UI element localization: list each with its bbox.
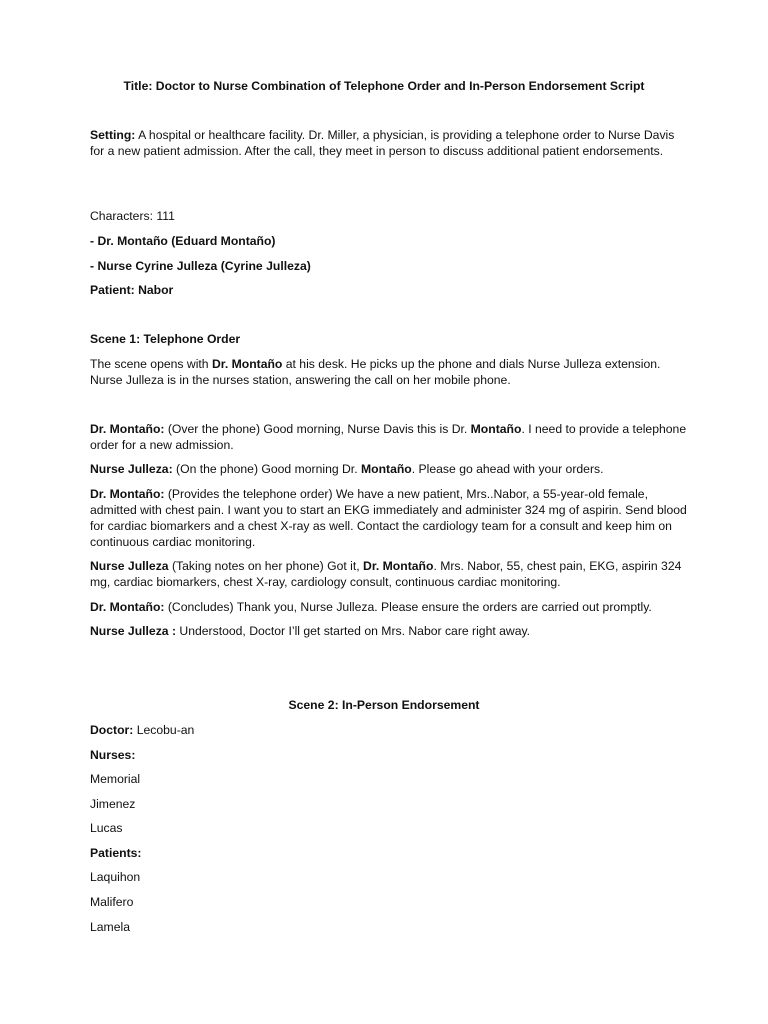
speaker-label: Dr. Montaño: xyxy=(90,600,165,614)
speaker-label: Dr. Montaño: xyxy=(90,487,165,501)
patient-item: Lamela xyxy=(90,920,130,934)
scene2-doctor: Doctor: Lecobu-an xyxy=(90,723,195,737)
speaker-label: Nurse Julleza: xyxy=(90,462,173,476)
nurse-item: Lucas xyxy=(90,821,123,835)
speaker-label: Nurse Julleza : xyxy=(90,624,177,638)
dialogue-line-1: Dr. Montaño: (Over the phone) Good morning, Nurse Davis this is Dr. Montaño. I need to provide a telephone order for a new admission. xyxy=(90,422,687,452)
dialogue-line-4: Nurse Julleza (Taking notes on her phone) Got it, Dr. Montaño. Mrs. Nabor, 55, chest pain, EKG, aspirin 324 mg, cardiac biomarkers, chest X-ray, cardiology consult, continuous cardiac monitoring. xyxy=(90,559,682,589)
scene2-patients-label: Patients: xyxy=(90,846,142,860)
speaker-label: Dr. Montaño: xyxy=(90,422,165,436)
scene1-heading: Scene 1: Telephone Order xyxy=(90,332,241,346)
dialogue-line-5: Dr. Montaño: (Concludes) Thank you, Nurse Julleza. Please ensure the orders are carried out promptly. xyxy=(90,600,652,614)
speaker-label: Nurse Julleza xyxy=(90,559,169,573)
setting-text: A hospital or healthcare facility. Dr. Miller, a physician, is providing a telephone order to Nurse Davis for a new patient admission. After the call, they meet in person to discuss additional patient endorsements. xyxy=(90,128,675,158)
nurse-item: Memorial xyxy=(90,772,141,786)
dialogue-line-6: Nurse Julleza : Understood, Doctor I’ll get started on Mrs. Nabor care right away. xyxy=(90,624,531,638)
dialogue-line-2: Nurse Julleza: (On the phone) Good morning Dr. Montaño. Please go ahead with your orders. xyxy=(90,462,604,476)
character-doctor: - Dr. Montaño (Eduard Montaño) xyxy=(90,234,276,248)
setting-label: Setting: xyxy=(90,128,136,142)
characters-heading: Characters: 111 xyxy=(90,209,175,223)
scene1-intro: The scene opens with Dr. Montaño at his desk. He picks up the phone and dials Nurse Julleza extension. Nurse Julleza is in the nurses station, answering the call on her mobile phone. xyxy=(90,357,661,387)
document-title: Title: Doctor to Nurse Combination of Telephone Order and In-Person Endorsement Script xyxy=(123,79,645,93)
patient-item: Laquihon xyxy=(90,870,141,884)
nurse-item: Jimenez xyxy=(90,797,136,811)
patient-item: Malifero xyxy=(90,895,134,909)
dialogue-line-3: Dr. Montaño: (Provides the telephone order) We have a new patient, Mrs..Nabor, a 55-year-old female, admitted with chest pain. I want you to start an EKG immediately and administer 324 mg of aspirin. Send blood for cardiac biomarkers and a chest X-ray as well. Contact the cardiology team for a consult and keep him on continuous cardiac monitoring. xyxy=(90,487,687,549)
character-nurse: - Nurse Cyrine Julleza (Cyrine Julleza) xyxy=(90,259,311,273)
character-patient: Patient: Nabor xyxy=(90,283,174,297)
scene2-nurses-label: Nurses: xyxy=(90,748,136,762)
scene2-heading: Scene 2: In-Person Endorsement xyxy=(288,698,480,712)
setting-paragraph xyxy=(90,127,690,159)
